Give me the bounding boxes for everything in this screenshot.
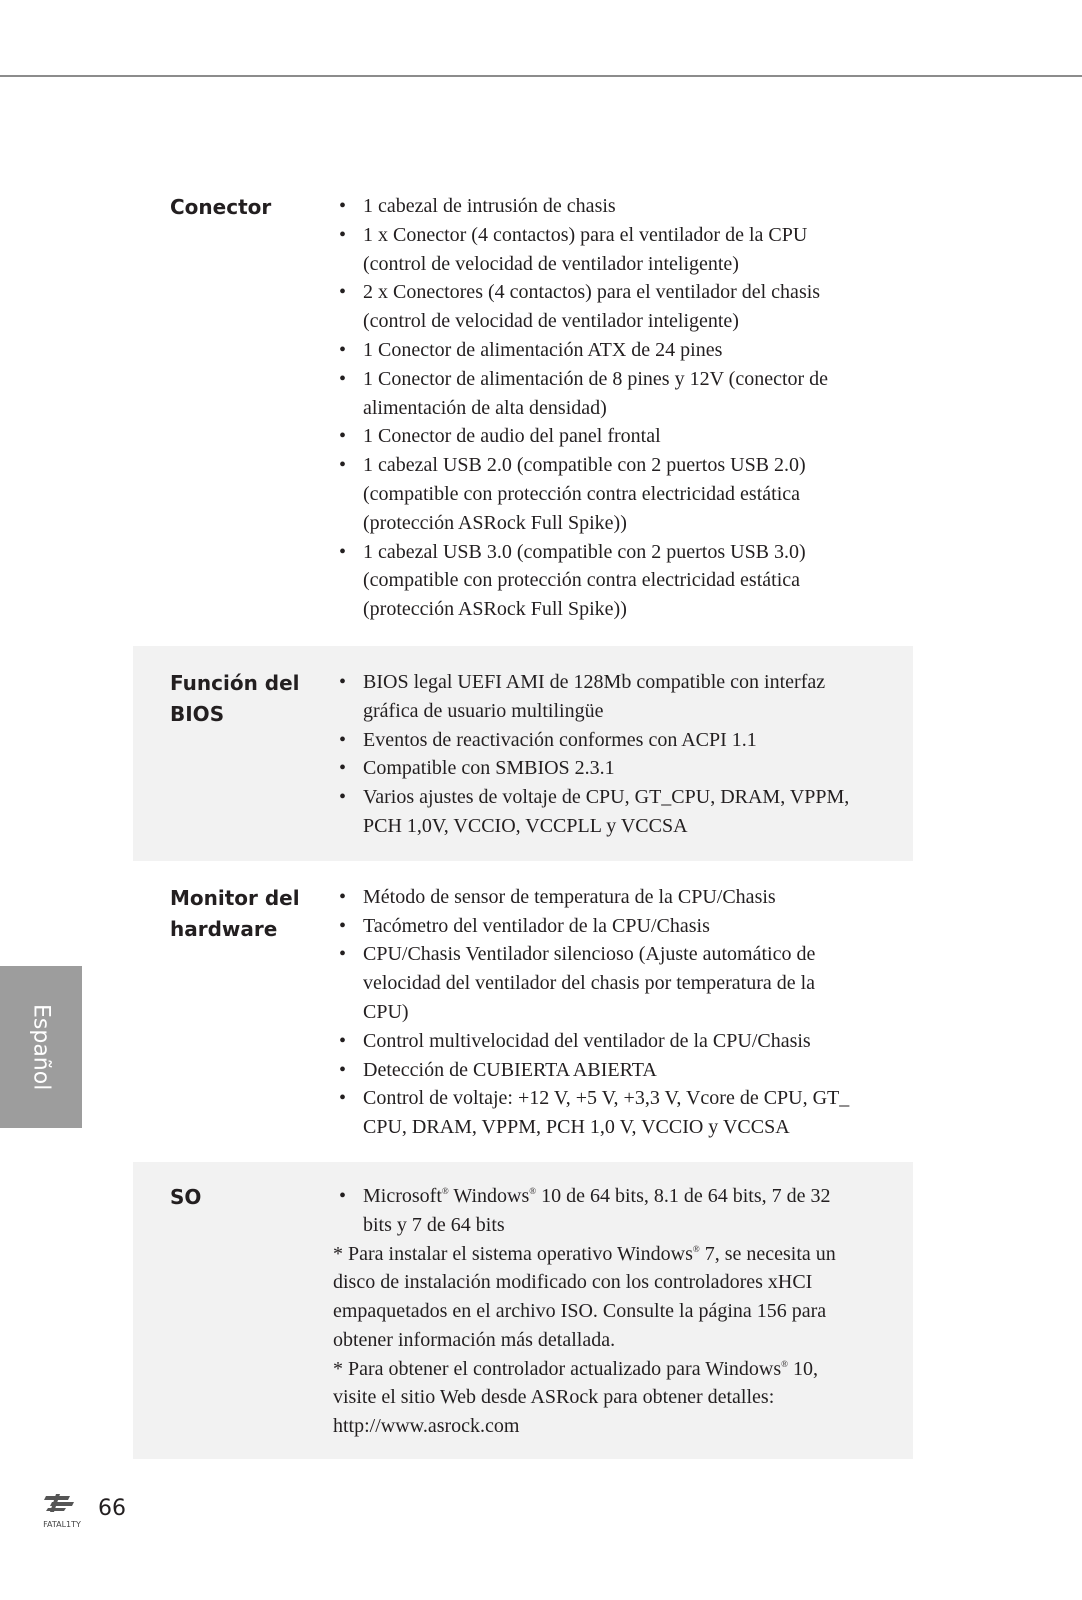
spec-row-bios bbox=[133, 646, 913, 861]
spec-row-hardware-monitor bbox=[133, 861, 913, 1162]
list-item: • Eventos de reactivación conformes con ACPI 1.1 bbox=[333, 726, 893, 755]
list-item: • Control de voltaje: +12 V, +5 V, +3,3 V, Vcore de CPU, GT_ CPU, DRAM, VPPM, PCH 1,0 V, VCCIO y VCCSA bbox=[333, 1084, 893, 1142]
list-item: • Microsoft® Windows® 10 de 64 bits, 8.1 de 64 bits, 7 de 32 bits y 7 de 64 bits bbox=[333, 1182, 893, 1240]
spec-row-conector bbox=[133, 188, 913, 646]
list-item: • 1 x Conector (4 contactos) para el ventilador de la CPU (control de velocidad de ventilador inteligente) bbox=[333, 221, 893, 279]
fatal1ty-logo-icon bbox=[34, 1492, 90, 1532]
list-item: • Método de sensor de temperatura de la CPU/Chasis bbox=[333, 883, 893, 912]
list-item: • 1 cabezal USB 2.0 (compatible con 2 puertos USB 2.0) (compatible con protección contra electricidad estática (protección ASRock Full Spike)) bbox=[333, 451, 893, 537]
row-values bbox=[333, 1182, 913, 1441]
page-footer bbox=[34, 1492, 126, 1532]
bullet-list bbox=[333, 883, 893, 1142]
os-note-windows7: * Para instalar el sistema operativo Windows® 7, se necesita un disco de instalación modificado con los controladores xHCI empaquetados en el archivo ISO. Consulte la página 156 para obtener información más detallada. bbox=[333, 1242, 836, 1351]
list-item: • 2 x Conectores (4 contactos) para el ventilador del chasis (control de velocidad de ventilador inteligente) bbox=[333, 278, 893, 336]
list-item: • Varios ajustes de voltaje de CPU, GT_CPU, DRAM, VPPM, PCH 1,0V, VCCIO, VCCPLL y VCCSA bbox=[333, 783, 893, 841]
list-item: • 1 cabezal USB 3.0 (compatible con 2 puertos USB 3.0) (compatible con protección contra electricidad estática (protección ASRock Full Spike)) bbox=[333, 538, 893, 624]
language-label: Español bbox=[28, 1003, 54, 1091]
bullet-list bbox=[333, 192, 893, 624]
os-note-windows10: * Para obtener el controlador actualizado para Windows® 10, visite el sitio Web desde ASRock para obtener detalles: http://www.asrock.com bbox=[333, 1357, 818, 1438]
spec-row-os bbox=[133, 1162, 913, 1459]
row-values bbox=[333, 192, 913, 624]
row-label: Monitor del hardware bbox=[170, 885, 300, 941]
list-item: • Compatible con SMBIOS 2.3.1 bbox=[333, 754, 893, 783]
list-item: • 1 cabezal de intrusión de chasis bbox=[333, 192, 893, 221]
bullet-list bbox=[333, 668, 893, 841]
page-number: 66 bbox=[98, 1496, 126, 1521]
language-side-tab bbox=[0, 966, 82, 1128]
svg-text:FATAL1TY: FATAL1TY bbox=[43, 1520, 81, 1529]
row-label: Función del BIOS bbox=[170, 670, 300, 726]
row-label: SO bbox=[170, 1184, 202, 1209]
row-values bbox=[333, 883, 913, 1142]
list-item: • 1 Conector de alimentación ATX de 24 pines bbox=[333, 336, 893, 365]
bullet-list bbox=[333, 1182, 893, 1240]
list-item: • Detección de CUBIERTA ABIERTA bbox=[333, 1056, 893, 1085]
list-item: • 1 Conector de audio del panel frontal bbox=[333, 422, 893, 451]
row-label: Conector bbox=[170, 195, 272, 219]
header-rule bbox=[0, 75, 1082, 77]
list-item: • CPU/Chasis Ventilador silencioso (Ajuste automático de velocidad del ventilador del chasis por temperatura de la CPU) bbox=[333, 940, 893, 1026]
list-item: • Control multivelocidad del ventilador de la CPU/Chasis bbox=[333, 1027, 893, 1056]
spec-table bbox=[133, 188, 913, 1459]
list-item: • 1 Conector de alimentación de 8 pines y 12V (conector de alimentación de alta densidad) bbox=[333, 365, 893, 423]
row-values bbox=[333, 668, 913, 841]
list-item: • BIOS legal UEFI AMI de 128Mb compatible con interfaz gráfica de usuario multilingüe bbox=[333, 668, 893, 726]
list-item: • Tacómetro del ventilador de la CPU/Chasis bbox=[333, 912, 893, 941]
